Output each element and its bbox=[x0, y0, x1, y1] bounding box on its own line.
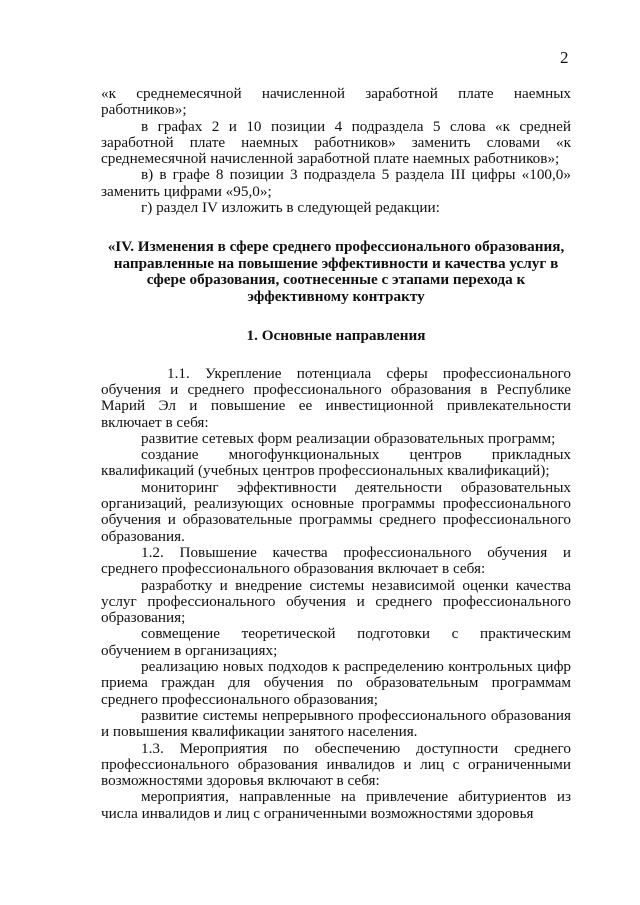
paragraph: развитие сетевых форм реализации образовательных программ; bbox=[141, 429, 556, 447]
paragraph: 1.3. Мероприятия по обеспечению доступности среднего профессионального образования инвалидов и лиц с ограниченными возможностями здоровья включают в себя: bbox=[101, 739, 571, 790]
paragraph: мониторинг эффективности деятельности образовательных организаций, реализующих основные программы профессионального обучения и образовательные программы среднего профессионального образования. bbox=[101, 478, 571, 545]
paragraph: г) раздел IV изложить в следующей редакции: bbox=[141, 199, 440, 217]
paragraph: реализацию новых подходов к распределению контрольных цифр приема граждан для обучения по образовательным программам среднего профессионального образования; bbox=[101, 658, 571, 708]
paragraph: разработку и внедрение системы независимой оценки качества услуг профессионального обучения и среднего профессионального образования; bbox=[101, 576, 571, 627]
paragraph: в) в графе 8 позиции 3 подраздела 5 раздела III цифры «100,0» заменить цифрами «95,0»; bbox=[101, 166, 571, 200]
paragraph: в графах 2 и 10 позиции 4 подраздела 5 слова «к средней заработной плате наемных работников» заменить словами «к среднемесячной начисленной заработной плате наемных работников»; bbox=[101, 117, 571, 168]
paragraph: создание многофункциональных центров прикладных квалификаций (учебных центров профессиональных квалификаций); bbox=[101, 446, 571, 480]
paragraph: 1.1. Укрепление потенциала сферы профессионального обучения и среднего профессионального образования в Республике Марий Эл и повышение ее инвестиционной привлекательности включает в себя: bbox=[101, 364, 571, 431]
paragraph: 1.2. Повышение качества профессионального обучения и среднего профессионального образования включает в себя: bbox=[101, 543, 571, 578]
page-number: 2 bbox=[560, 48, 569, 67]
section-heading: «IV. Изменения в сфере среднего профессионального образования, направленные на повышение эффективности и качества услуг в сфере образования, соотнесенные с этапами перехода к эффективному контракту bbox=[107, 238, 565, 305]
paragraph: мероприятия, направленные на привлечение абитуриентов из числа инвалидов и лиц с ограниченными возможностями здоровья bbox=[101, 788, 571, 822]
paragraph: совмещение теоретической подготовки с практическим обучением в организациях; bbox=[101, 625, 571, 659]
subsection-title: 1. Основные направления bbox=[246, 327, 426, 345]
paragraph: «к среднемесячной начисленной заработной плате наемных работников»; bbox=[101, 85, 571, 119]
paragraph: развитие системы непрерывного профессионального образования и повышения квалификации занятого населения. bbox=[101, 706, 571, 741]
document-body bbox=[101, 86, 571, 822]
